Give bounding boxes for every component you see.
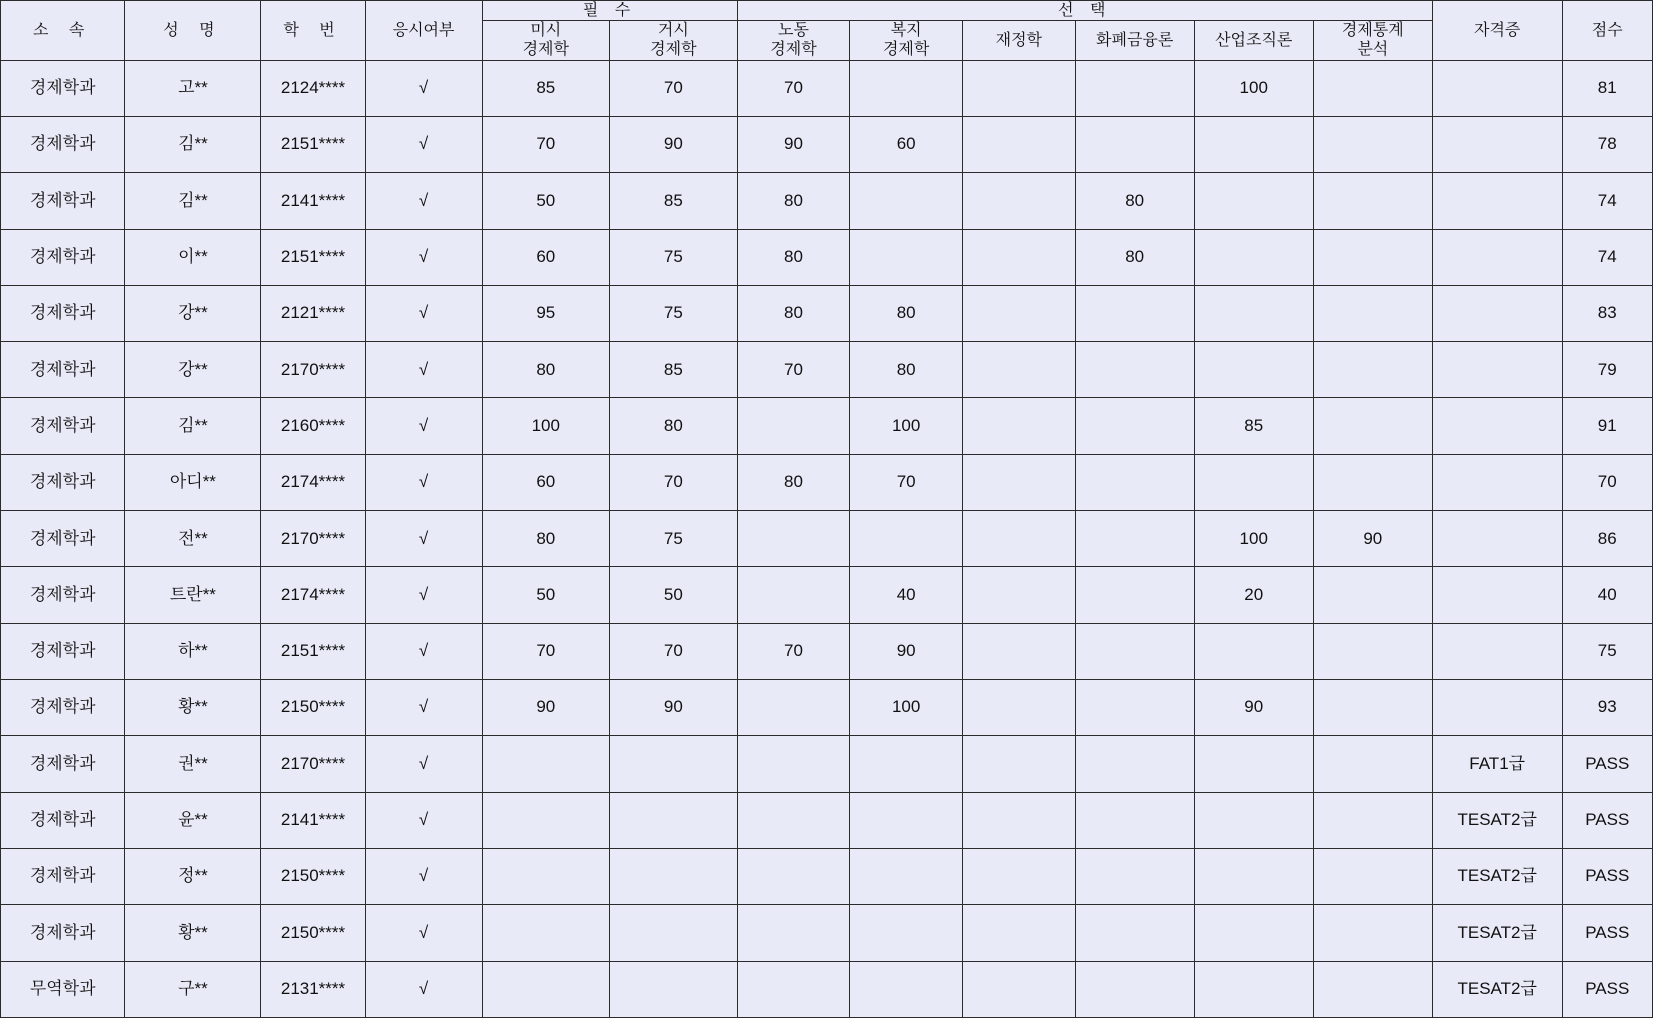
cell-micro: 95: [482, 285, 610, 341]
cell-public-finance: [962, 342, 1075, 398]
cell-name: 전**: [125, 511, 261, 567]
cell-dept: 경제학과: [1, 60, 125, 116]
cell-score: PASS: [1562, 792, 1652, 848]
cell-labor: [737, 961, 850, 1017]
cell-student-id: 2170****: [261, 736, 365, 792]
cell-name: 황**: [125, 905, 261, 961]
cell-student-id: 2174****: [261, 567, 365, 623]
cell-public-finance: [962, 285, 1075, 341]
cell-name: 김**: [125, 116, 261, 172]
column-header-econ-statistics-line1: 경제통계: [1341, 22, 1404, 40]
cell-student-id: 2131****: [261, 961, 365, 1017]
cell-econ-statistics: [1313, 905, 1432, 961]
cell-industrial-org: [1194, 285, 1313, 341]
cell-name: 트란**: [125, 567, 261, 623]
column-header-macro-line2: 경제학: [650, 41, 697, 59]
column-header-student-id: 학 번: [261, 1, 365, 61]
cell-public-finance: [962, 905, 1075, 961]
cell-money-banking: [1075, 848, 1194, 904]
cell-econ-statistics: [1313, 398, 1432, 454]
cell-attendance: √: [365, 680, 482, 736]
cell-micro: [482, 848, 610, 904]
cell-certificate: TESAT2급: [1432, 961, 1562, 1017]
cell-welfare: 80: [850, 285, 963, 341]
table-body: [1, 60, 1653, 1017]
cell-dept: 경제학과: [1, 905, 125, 961]
cell-labor: [737, 848, 850, 904]
cell-money-banking: [1075, 736, 1194, 792]
table-row: [1, 623, 1653, 679]
cell-public-finance: [962, 511, 1075, 567]
cell-certificate: FAT1급: [1432, 736, 1562, 792]
cell-dept: 경제학과: [1, 173, 125, 229]
cell-name: 구**: [125, 961, 261, 1017]
cell-public-finance: [962, 173, 1075, 229]
table-row: [1, 736, 1653, 792]
cell-labor: 80: [737, 285, 850, 341]
column-header-welfare: [850, 21, 963, 60]
cell-industrial-org: [1194, 229, 1313, 285]
cell-econ-statistics: [1313, 285, 1432, 341]
cell-industrial-org: [1194, 454, 1313, 510]
cell-name: 하**: [125, 623, 261, 679]
cell-econ-statistics: [1313, 623, 1432, 679]
cell-money-banking: 80: [1075, 229, 1194, 285]
cell-dept: 경제학과: [1, 680, 125, 736]
cell-industrial-org: 85: [1194, 398, 1313, 454]
cell-industrial-org: [1194, 116, 1313, 172]
table-row: [1, 680, 1653, 736]
cell-welfare: [850, 961, 963, 1017]
table-row: [1, 961, 1653, 1017]
cell-certificate: [1432, 454, 1562, 510]
cell-macro: [610, 848, 738, 904]
cell-econ-statistics: [1313, 342, 1432, 398]
column-header-labor-line1: 노동: [778, 22, 809, 40]
cell-industrial-org: [1194, 848, 1313, 904]
cell-industrial-org: [1194, 736, 1313, 792]
cell-attendance: √: [365, 398, 482, 454]
cell-attendance: √: [365, 285, 482, 341]
cell-industrial-org: [1194, 342, 1313, 398]
table-row: [1, 792, 1653, 848]
cell-labor: [737, 905, 850, 961]
cell-econ-statistics: 90: [1313, 511, 1432, 567]
cell-score: 81: [1562, 60, 1652, 116]
cell-labor: 90: [737, 116, 850, 172]
column-header-econ-statistics: [1313, 21, 1432, 60]
table-row: [1, 342, 1653, 398]
cell-name: 고**: [125, 60, 261, 116]
cell-labor: 70: [737, 342, 850, 398]
cell-econ-statistics: [1313, 736, 1432, 792]
cell-name: 황**: [125, 680, 261, 736]
column-header-attendance: 응시여부: [365, 1, 482, 61]
cell-attendance: √: [365, 623, 482, 679]
cell-attendance: √: [365, 792, 482, 848]
cell-welfare: 80: [850, 342, 963, 398]
cell-micro: [482, 905, 610, 961]
cell-macro: [610, 905, 738, 961]
cell-attendance: √: [365, 116, 482, 172]
cell-labor: 80: [737, 229, 850, 285]
cell-name: 강**: [125, 342, 261, 398]
cell-money-banking: [1075, 511, 1194, 567]
cell-micro: 50: [482, 567, 610, 623]
cell-macro: 75: [610, 285, 738, 341]
cell-labor: [737, 398, 850, 454]
cell-student-id: 2141****: [261, 173, 365, 229]
column-header-labor: [737, 21, 850, 60]
cell-student-id: 2151****: [261, 623, 365, 679]
column-header-macro-line1: 거시: [657, 22, 689, 40]
cell-certificate: TESAT2급: [1432, 848, 1562, 904]
cell-dept: 무역학과: [1, 961, 125, 1017]
cell-money-banking: [1075, 454, 1194, 510]
table-row: [1, 454, 1653, 510]
cell-macro: 90: [610, 116, 738, 172]
cell-certificate: [1432, 285, 1562, 341]
cell-micro: 70: [482, 623, 610, 679]
cell-money-banking: [1075, 792, 1194, 848]
cell-econ-statistics: [1313, 961, 1432, 1017]
cell-name: 김**: [125, 173, 261, 229]
column-header-score: 점수: [1562, 1, 1652, 61]
cell-student-id: 2160****: [261, 398, 365, 454]
cell-attendance: √: [365, 229, 482, 285]
cell-micro: 50: [482, 173, 610, 229]
cell-labor: [737, 736, 850, 792]
cell-industrial-org: [1194, 961, 1313, 1017]
cell-public-finance: [962, 116, 1075, 172]
cell-micro: 80: [482, 511, 610, 567]
cell-econ-statistics: [1313, 60, 1432, 116]
cell-certificate: [1432, 511, 1562, 567]
column-header-public-finance: 재정학: [962, 21, 1075, 60]
cell-certificate: [1432, 680, 1562, 736]
cell-dept: 경제학과: [1, 342, 125, 398]
column-group-header-required: 필 수: [482, 1, 737, 21]
cell-certificate: [1432, 623, 1562, 679]
cell-econ-statistics: [1313, 229, 1432, 285]
cell-micro: 60: [482, 229, 610, 285]
cell-econ-statistics: [1313, 173, 1432, 229]
cell-welfare: [850, 736, 963, 792]
cell-name: 아디**: [125, 454, 261, 510]
cell-labor: [737, 792, 850, 848]
cell-student-id: 2150****: [261, 848, 365, 904]
cell-score: PASS: [1562, 736, 1652, 792]
cell-student-id: 2151****: [261, 116, 365, 172]
column-header-welfare-line1: 복지: [890, 22, 922, 40]
cell-dept: 경제학과: [1, 116, 125, 172]
cell-score: 91: [1562, 398, 1652, 454]
cell-name: 권**: [125, 736, 261, 792]
column-header-dept: 소 속: [1, 1, 125, 61]
table-row: [1, 905, 1653, 961]
cell-welfare: 70: [850, 454, 963, 510]
cell-micro: 85: [482, 60, 610, 116]
column-header-micro: [482, 21, 610, 60]
cell-public-finance: [962, 454, 1075, 510]
cell-student-id: 2151****: [261, 229, 365, 285]
cell-dept: 경제학과: [1, 848, 125, 904]
cell-certificate: TESAT2급: [1432, 792, 1562, 848]
cell-micro: 60: [482, 454, 610, 510]
cell-score: 86: [1562, 511, 1652, 567]
table-row: [1, 398, 1653, 454]
cell-econ-statistics: [1313, 567, 1432, 623]
cell-public-finance: [962, 680, 1075, 736]
cell-industrial-org: 20: [1194, 567, 1313, 623]
cell-welfare: 60: [850, 116, 963, 172]
cell-macro: 75: [610, 511, 738, 567]
cell-labor: [737, 680, 850, 736]
cell-student-id: 2170****: [261, 511, 365, 567]
cell-student-id: 2150****: [261, 680, 365, 736]
cell-money-banking: [1075, 905, 1194, 961]
cell-score: 74: [1562, 229, 1652, 285]
cell-industrial-org: [1194, 905, 1313, 961]
cell-score: PASS: [1562, 905, 1652, 961]
cell-micro: 90: [482, 680, 610, 736]
cell-macro: [610, 736, 738, 792]
cell-student-id: 2124****: [261, 60, 365, 116]
cell-welfare: [850, 848, 963, 904]
table-row: [1, 173, 1653, 229]
cell-attendance: √: [365, 848, 482, 904]
table-row: [1, 567, 1653, 623]
cell-macro: 70: [610, 60, 738, 116]
column-header-money-banking: 화폐금융론: [1075, 21, 1194, 60]
cell-macro: 85: [610, 342, 738, 398]
cell-macro: 70: [610, 623, 738, 679]
table-row: [1, 285, 1653, 341]
cell-welfare: 40: [850, 567, 963, 623]
cell-money-banking: 80: [1075, 173, 1194, 229]
cell-certificate: [1432, 60, 1562, 116]
cell-certificate: [1432, 229, 1562, 285]
cell-micro: [482, 961, 610, 1017]
cell-score: PASS: [1562, 961, 1652, 1017]
cell-public-finance: [962, 60, 1075, 116]
cell-certificate: [1432, 173, 1562, 229]
cell-public-finance: [962, 961, 1075, 1017]
cell-industrial-org: 90: [1194, 680, 1313, 736]
cell-micro: 100: [482, 398, 610, 454]
cell-attendance: √: [365, 961, 482, 1017]
cell-macro: [610, 961, 738, 1017]
cell-student-id: 2121****: [261, 285, 365, 341]
table-row: [1, 511, 1653, 567]
cell-money-banking: [1075, 680, 1194, 736]
cell-public-finance: [962, 229, 1075, 285]
cell-dept: 경제학과: [1, 623, 125, 679]
cell-dept: 경제학과: [1, 454, 125, 510]
cell-money-banking: [1075, 60, 1194, 116]
cell-student-id: 2174****: [261, 454, 365, 510]
cell-dept: 경제학과: [1, 736, 125, 792]
cell-name: 이**: [125, 229, 261, 285]
cell-attendance: √: [365, 342, 482, 398]
cell-macro: 80: [610, 398, 738, 454]
cell-welfare: [850, 173, 963, 229]
cell-public-finance: [962, 567, 1075, 623]
cell-welfare: [850, 511, 963, 567]
cell-dept: 경제학과: [1, 285, 125, 341]
cell-industrial-org: [1194, 173, 1313, 229]
cell-public-finance: [962, 792, 1075, 848]
cell-dept: 경제학과: [1, 567, 125, 623]
column-header-econ-statistics-line2: 분석: [1357, 41, 1389, 59]
cell-public-finance: [962, 736, 1075, 792]
cell-welfare: [850, 229, 963, 285]
cell-certificate: [1432, 116, 1562, 172]
column-group-header-elective: 선 택: [737, 1, 1432, 21]
cell-macro: [610, 792, 738, 848]
cell-money-banking: [1075, 567, 1194, 623]
cell-score: PASS: [1562, 848, 1652, 904]
cell-certificate: [1432, 567, 1562, 623]
cell-welfare: [850, 905, 963, 961]
cell-welfare: [850, 792, 963, 848]
cell-welfare: 100: [850, 398, 963, 454]
cell-score: 74: [1562, 173, 1652, 229]
cell-name: 강**: [125, 285, 261, 341]
cell-macro: 75: [610, 229, 738, 285]
cell-micro: [482, 792, 610, 848]
header-row-groups: [1, 1, 1653, 21]
cell-labor: [737, 567, 850, 623]
column-header-welfare-line2: 경제학: [882, 41, 930, 59]
cell-labor: 70: [737, 623, 850, 679]
cell-money-banking: [1075, 961, 1194, 1017]
cell-student-id: 2141****: [261, 792, 365, 848]
table-row: [1, 229, 1653, 285]
cell-macro: 90: [610, 680, 738, 736]
cell-money-banking: [1075, 342, 1194, 398]
cell-industrial-org: [1194, 623, 1313, 679]
cell-welfare: 90: [850, 623, 963, 679]
cell-macro: 50: [610, 567, 738, 623]
cell-attendance: √: [365, 905, 482, 961]
cell-score: 93: [1562, 680, 1652, 736]
cell-public-finance: [962, 848, 1075, 904]
table-header: [1, 1, 1653, 61]
cell-student-id: 2170****: [261, 342, 365, 398]
cell-name: 정**: [125, 848, 261, 904]
cell-attendance: √: [365, 173, 482, 229]
cell-micro: 80: [482, 342, 610, 398]
cell-score: 79: [1562, 342, 1652, 398]
cell-score: 40: [1562, 567, 1652, 623]
cell-score: 70: [1562, 454, 1652, 510]
cell-industrial-org: 100: [1194, 511, 1313, 567]
cell-money-banking: [1075, 398, 1194, 454]
column-header-micro-line1: 미시: [530, 22, 562, 40]
column-header-certificate: 자격증: [1432, 1, 1562, 61]
cell-public-finance: [962, 398, 1075, 454]
cell-labor: [737, 511, 850, 567]
cell-industrial-org: [1194, 792, 1313, 848]
cell-attendance: √: [365, 736, 482, 792]
cell-welfare: 100: [850, 680, 963, 736]
cell-attendance: √: [365, 567, 482, 623]
column-header-labor-line2: 경제학: [770, 41, 817, 59]
cell-certificate: [1432, 342, 1562, 398]
cell-money-banking: [1075, 116, 1194, 172]
cell-dept: 경제학과: [1, 398, 125, 454]
cell-score: 83: [1562, 285, 1652, 341]
column-header-macro: [610, 21, 738, 60]
cell-micro: 70: [482, 116, 610, 172]
table-row: [1, 116, 1653, 172]
cell-industrial-org: 100: [1194, 60, 1313, 116]
cell-macro: 85: [610, 173, 738, 229]
cell-dept: 경제학과: [1, 229, 125, 285]
cell-macro: 70: [610, 454, 738, 510]
cell-attendance: √: [365, 511, 482, 567]
cell-name: 윤**: [125, 792, 261, 848]
cell-dept: 경제학과: [1, 511, 125, 567]
cell-labor: 80: [737, 173, 850, 229]
cell-student-id: 2150****: [261, 905, 365, 961]
cell-name: 김**: [125, 398, 261, 454]
cell-attendance: √: [365, 60, 482, 116]
cell-dept: 경제학과: [1, 792, 125, 848]
cell-public-finance: [962, 623, 1075, 679]
column-header-micro-line2: 경제학: [522, 41, 569, 59]
column-header-industrial-org: 산업조직론: [1194, 21, 1313, 60]
cell-econ-statistics: [1313, 848, 1432, 904]
cell-micro: [482, 736, 610, 792]
cell-econ-statistics: [1313, 454, 1432, 510]
table-row: [1, 848, 1653, 904]
cell-money-banking: [1075, 623, 1194, 679]
cell-labor: 80: [737, 454, 850, 510]
cell-certificate: TESAT2급: [1432, 905, 1562, 961]
cell-welfare: [850, 60, 963, 116]
cell-econ-statistics: [1313, 116, 1432, 172]
cell-labor: 70: [737, 60, 850, 116]
column-header-name: 성 명: [125, 1, 261, 61]
cell-econ-statistics: [1313, 792, 1432, 848]
cell-money-banking: [1075, 285, 1194, 341]
cell-certificate: [1432, 398, 1562, 454]
cell-econ-statistics: [1313, 680, 1432, 736]
cell-score: 75: [1562, 623, 1652, 679]
table-row: [1, 60, 1653, 116]
cell-score: 78: [1562, 116, 1652, 172]
cell-attendance: √: [365, 454, 482, 510]
